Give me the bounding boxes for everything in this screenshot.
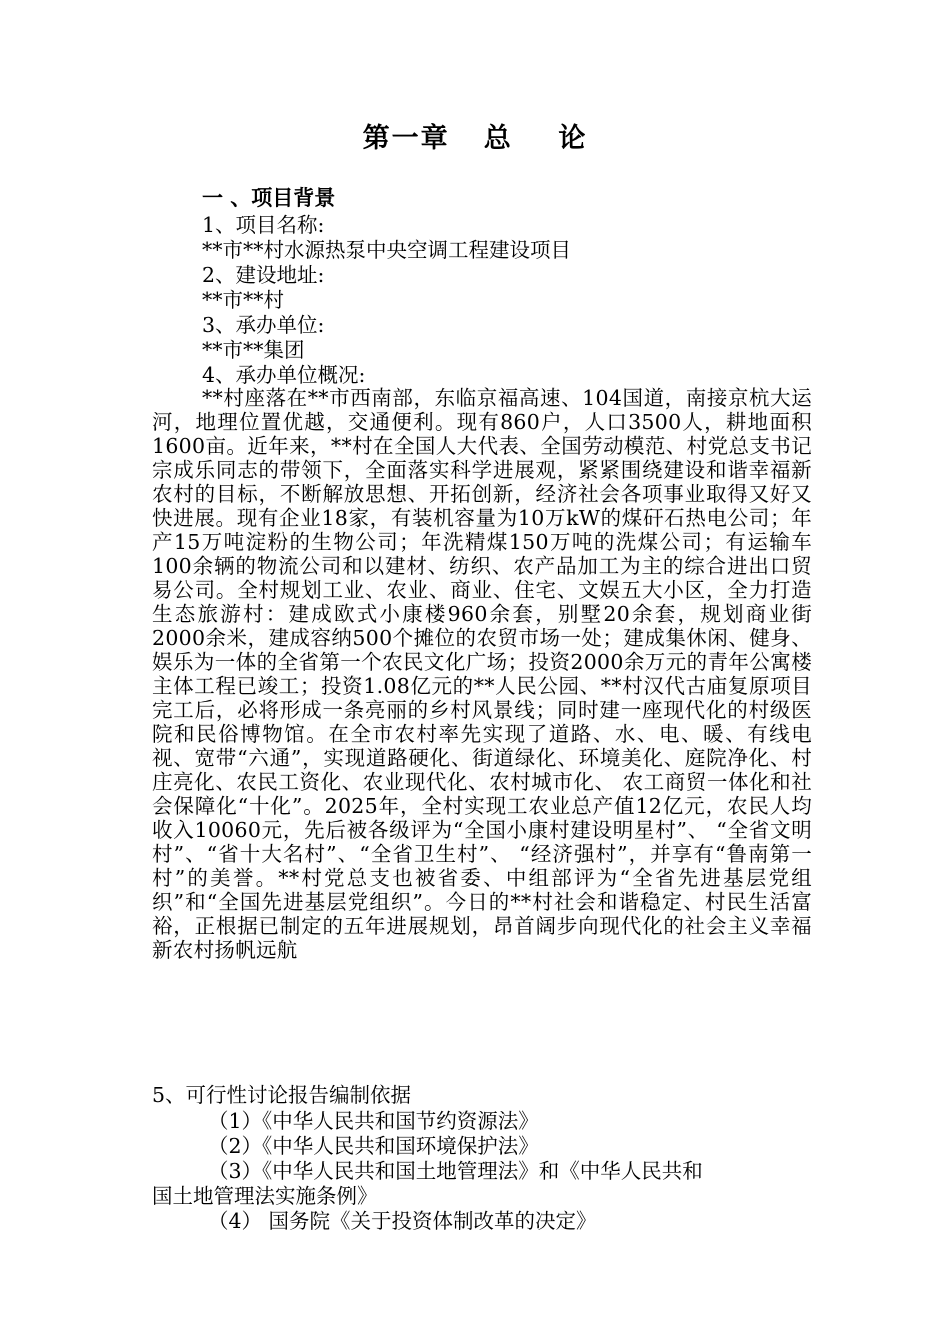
item2-value: **市**村: [202, 288, 284, 312]
law-item-continuation: 国土地管理法实施条例》: [152, 1184, 378, 1208]
section-heading: 一 、项目背景: [202, 186, 336, 210]
law-item: （4） 国务院《关于投资体制改革的决定》: [208, 1209, 597, 1233]
item4-paragraph: **村座落在**市西南部，东临京福高速、104国道，南接京杭大运河，地理位置优越，交通便利。现有860户，人口3500人，耕地面积1600亩。近年来，**村在全国人大代表、全国劳动模范、村党总支书记宗成乐同志的带领下，全面落实科学进展观，紧紧围绕建设和谐幸福新农村的目标，不断解放思想、开拓创新，经济社会各项事业取得又好又快进展。现有企业18家，有装机容量为10万kW的煤矸石热电公司；年产15万吨淀粉的生物公司；年洗精煤150万吨的洗煤公司；有运输车100余辆的物流公司和以建材、纺织、农产品加工为主的综合进出口贸易公司。全村规划工业、农业、商业、住宅、文娱五大小区，全力打造生态旅游村：建成欧式小康楼960余套，别墅20余套，规划商业街2000余米，建成容纳500个摊位的农贸市场一处；建成集休闲、健身、娱乐为一体的全省第一个农民文化广场；投资2000余万元的青年公寓楼主体工程已竣工；投资1.08亿元的**人民公园、**村汉代古庙复原项目完工后，必将形成一条亮丽的乡村风景线；同时建一座现代化的村级医院和民俗博物馆。在全市农村率先实现了道路、水、电、暖、有线电视、宽带“六通”，实现道路硬化、街道绿化、环境美化、庭院净化、村庄亮化、农民工资化、农业现代化、农村城市化、 农工商贸一体化和社会保障化“十化”。2025年，全村实现工农业总产值12亿元，农民人均收入10060元，先后被各级评为“全国小康村建设明星村”、 “全省文明村”、“省十大名村”、“全省卫生村”、 “经济强村”，并享有“鲁南第一村”的美誉。**村党总支也被省委、中组部评为“全省先进基层党组织”和“全国先进基层党组织”。今日的**村社会和谐稳定、村民生活富裕，正根据已制定的五年进展规划，昂首阔步向现代化的社会主义幸福新农村扬帆远航: [152, 386, 812, 962]
law-item: （3）《中华人民共和国土地管理法》和《中华人民共和: [208, 1159, 703, 1183]
item3-value: **市**集团: [202, 338, 305, 362]
item1-label: 1、项目名称:: [202, 213, 325, 237]
item3-label: 3、承办单位:: [202, 313, 325, 337]
item1-value: **市**村水源热泵中央空调工程建设项目: [202, 238, 571, 262]
item4-label: 4、承办单位概况:: [202, 363, 366, 387]
item2-label: 2、建设地址:: [202, 263, 325, 287]
law-item: （1）《中华人民共和国节约资源法》: [208, 1109, 539, 1133]
item5-label: 5、可行性讨论报告编制依据: [152, 1083, 412, 1107]
chapter-title: 第一章 总 论: [362, 123, 588, 154]
law-item: （2）《中华人民共和国环境保护法》: [208, 1134, 539, 1158]
